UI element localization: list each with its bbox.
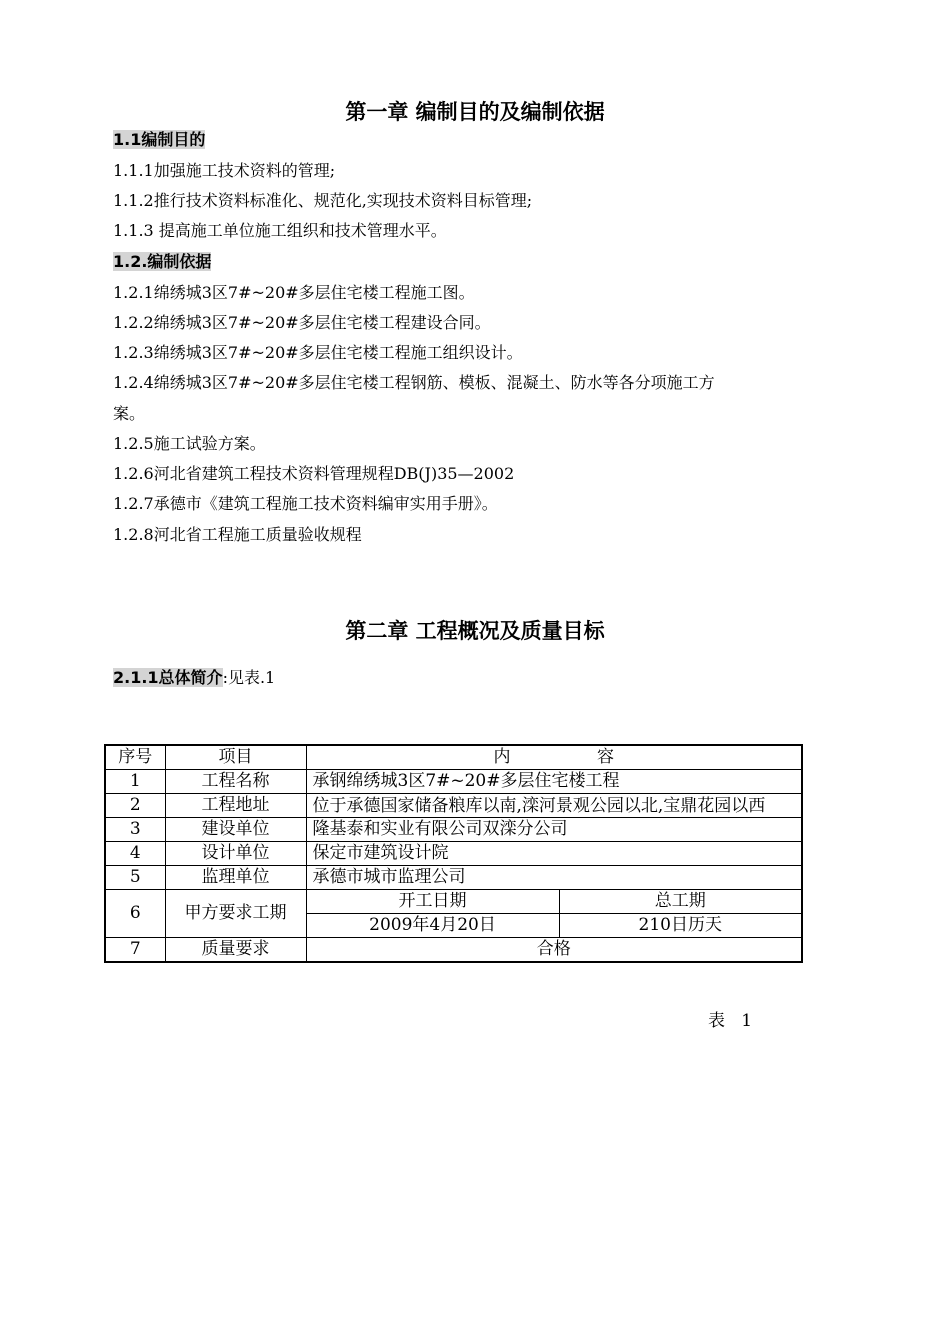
table-row: [105, 770, 802, 794]
list-item: 1.1.1加强施工技术资料的管理;: [113, 161, 336, 180]
cell-duration: 210日历天: [559, 914, 802, 938]
list-item: 1.2.5施工试验方案。: [113, 434, 266, 453]
cell-item: 工程名称: [165, 770, 306, 794]
cell-no: 7: [105, 938, 165, 963]
cell-start-date: 2009年4月20日: [306, 914, 559, 938]
cell-duration-label: 总工期: [559, 890, 802, 914]
table-row: [105, 818, 802, 842]
cell-no: 4: [105, 842, 165, 866]
table-row: [105, 842, 802, 866]
header-item: 项目: [165, 745, 306, 770]
list-item: 1.2.6河北省建筑工程技术资料管理规程DB(J)35—2002: [113, 464, 515, 483]
cell-start-date-label: 开工日期: [306, 890, 559, 914]
table-row: [105, 890, 802, 914]
section-2-1-1-text: :见表.1: [222, 668, 276, 687]
cell-item: 工程地址: [165, 794, 306, 818]
cell-content: 承钢绵绣城3区7#~20#多层住宅楼工程: [306, 770, 802, 794]
cell-no: 2: [105, 794, 165, 818]
cell-no: 5: [105, 866, 165, 890]
cell-content: 承德市城市监理公司: [306, 866, 802, 890]
section-1-1-heading: 1.1编制目的: [113, 130, 206, 149]
section-2-1-1-label: 2.1.1总体简介: [113, 668, 223, 687]
project-overview-table: [104, 744, 803, 963]
cell-item: 建设单位: [165, 818, 306, 842]
cell-content: 保定市建筑设计院: [306, 842, 802, 866]
cell-content: 隆基泰和实业有限公司双滦分公司: [306, 818, 802, 842]
list-item: 1.1.3 提高施工单位施工组织和技术管理水平。: [113, 221, 447, 240]
cell-item: 设计单位: [165, 842, 306, 866]
header-no: 序号: [105, 745, 165, 770]
list-item: 1.2.4绵绣城3区7#~20#多层住宅楼工程钢筋、模板、混凝土、防水等各分项施工方: [113, 373, 715, 392]
cell-item: 甲方要求工期: [165, 890, 306, 938]
cell-content: 合格: [306, 938, 802, 963]
list-item-continuation: 案。: [113, 404, 146, 423]
cell-content: 位于承德国家储备粮库以南,滦河景观公园以北,宝鼎花园以西: [306, 794, 802, 818]
cell-no: 3: [105, 818, 165, 842]
section-1-2-heading: 1.2.编制依据: [113, 252, 212, 271]
list-item: 1.2.7承德市《建筑工程施工技术资料编审实用手册》。: [113, 494, 498, 513]
cell-no: 1: [105, 770, 165, 794]
table-row: [105, 794, 802, 818]
table-header-row: [105, 745, 802, 770]
header-content: 内 容: [306, 745, 802, 770]
list-item: 1.2.3绵绣城3区7#~20#多层住宅楼工程施工组织设计。: [113, 343, 523, 362]
table-row: [105, 866, 802, 890]
cell-item: 质量要求: [165, 938, 306, 963]
list-item: 1.2.8河北省工程施工质量验收规程: [113, 525, 362, 544]
list-item: 1.2.2绵绣城3区7#~20#多层住宅楼工程建设合同。: [113, 313, 491, 332]
chapter-2-title: 第二章 工程概况及质量目标: [345, 619, 605, 643]
table-caption: 表 1: [708, 1011, 753, 1031]
list-item: 1.2.1绵绣城3区7#~20#多层住宅楼工程施工图。: [113, 283, 475, 302]
list-item: 1.1.2推行技术资料标准化、规范化,实现技术资料目标管理;: [113, 191, 533, 210]
section-2-1-1: [113, 668, 275, 688]
table-row: [105, 938, 802, 963]
cell-item: 监理单位: [165, 866, 306, 890]
cell-no: 6: [105, 890, 165, 938]
chapter-1-title: 第一章 编制目的及编制依据: [345, 100, 605, 124]
